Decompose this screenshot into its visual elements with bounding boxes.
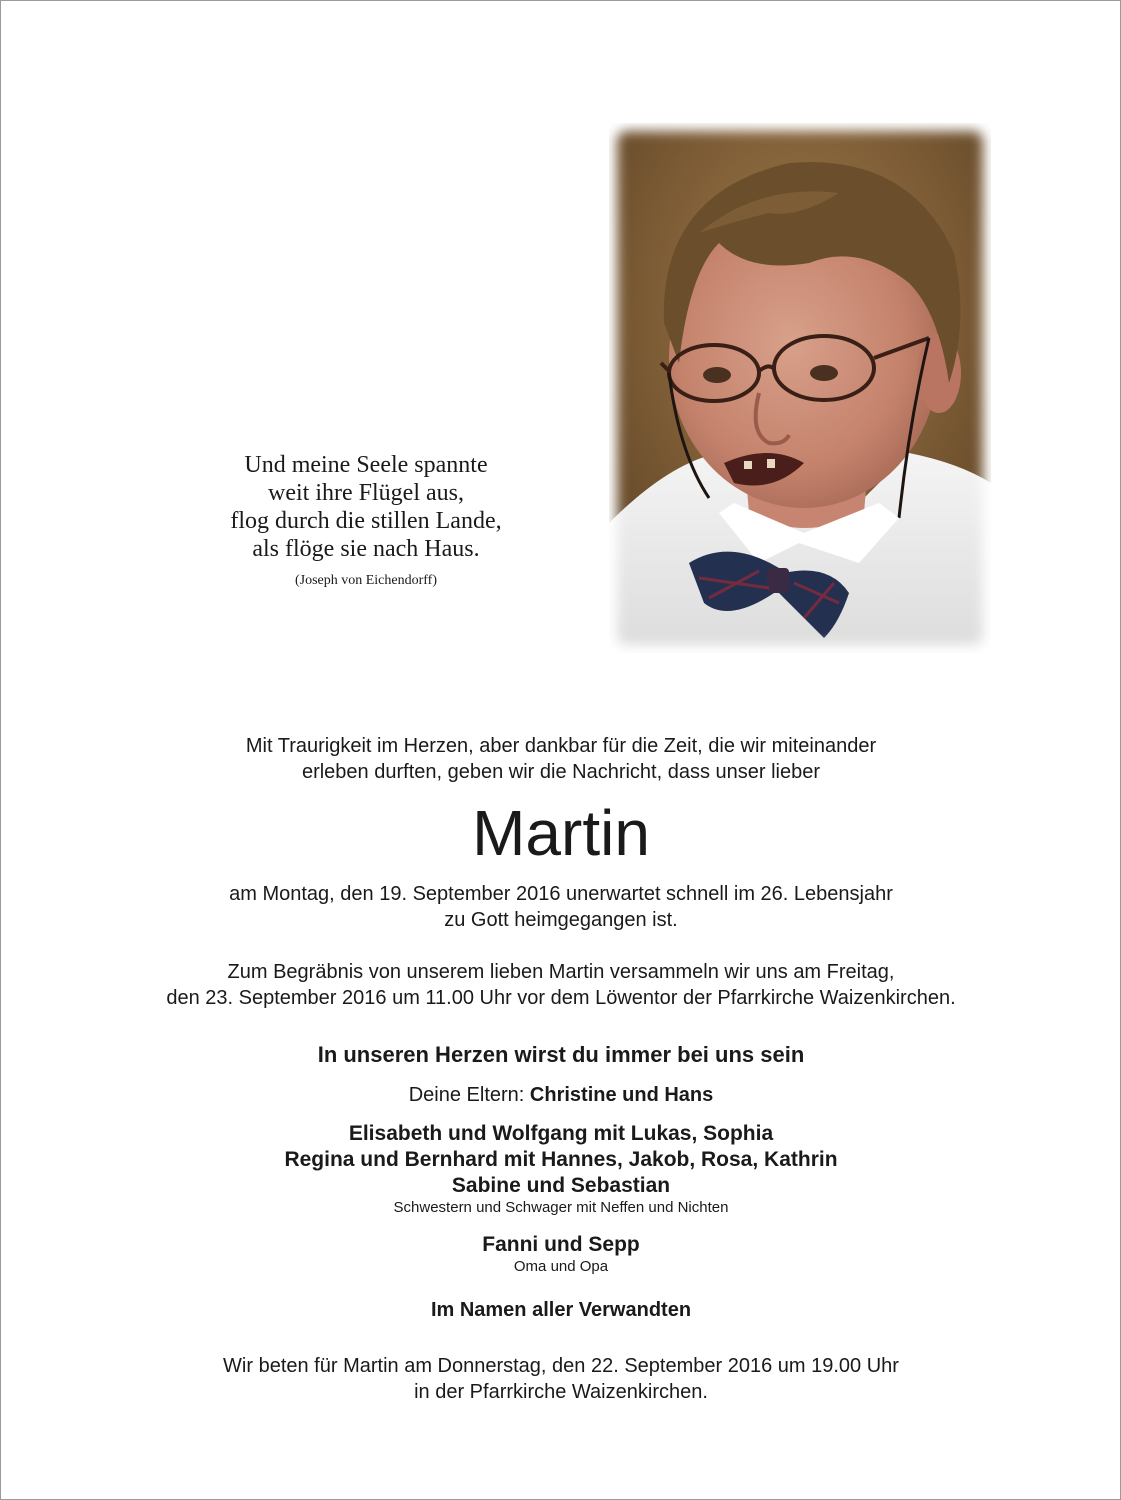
- motto: In unseren Herzen wirst du immer bei uns sein: [317, 1042, 805, 1067]
- deceased-name: Martin: [472, 797, 650, 869]
- death-line-2: zu Gott heimgegangen ist.: [444, 909, 678, 931]
- portrait-photo: [609, 123, 991, 653]
- prayer-line-2: in der Pfarrkirche Waizenkirchen.: [414, 1381, 708, 1403]
- intro-text: [61, 733, 1061, 785]
- siblings-line-2: Regina und Bernhard mit Hannes, Jakob, Rosa, Kathrin: [284, 1148, 838, 1171]
- poem-line-4: als flöge sie nach Haus.: [252, 536, 480, 562]
- poem-line-2: weit ihre Flügel aus,: [268, 480, 464, 506]
- grandparents-names: Fanni und Sepp: [482, 1233, 640, 1256]
- parents-names: Christine und Hans: [529, 1084, 714, 1106]
- funeral-notice: [61, 959, 1061, 1011]
- grandparents-caption: Oma und Opa: [513, 1258, 609, 1275]
- poem-block: [166, 451, 566, 590]
- death-notice: [61, 881, 1061, 933]
- death-line-1: am Montag, den 19. September 2016 unerwartet schnell im 26. Lebensjahr: [229, 883, 893, 905]
- intro-line-2: erleben durften, geben wir die Nachricht, dass unser lieber: [301, 761, 821, 783]
- siblings-line-1: Elisabeth und Wolfgang mit Lukas, Sophia: [348, 1122, 774, 1145]
- funeral-line-1: Zum Begräbnis von unserem lieben Martin versammeln wir uns am Freitag,: [227, 961, 895, 983]
- parents-line: [61, 1082, 1061, 1108]
- siblings-line-3: Sabine und Sebastian: [451, 1174, 671, 1197]
- parents-label: Deine Eltern:: [408, 1084, 530, 1106]
- prayer-notice: [61, 1353, 1061, 1405]
- intro-line-1: Mit Traurigkeit im Herzen, aber dankbar für die Zeit, die wir miteinander: [245, 735, 877, 757]
- siblings-caption: Schwestern und Schwager mit Neffen und Nichten: [393, 1199, 729, 1216]
- funeral-line-2: den 23. September 2016 um 11.00 Uhr vor dem Löwentor der Pfarrkirche Waizenkirchen.: [166, 987, 956, 1009]
- prayer-line-1: Wir beten für Martin am Donnerstag, den 22. September 2016 um 19.00 Uhr: [223, 1355, 899, 1377]
- siblings-block: [61, 1121, 1061, 1199]
- poem-line-3: flog durch die stillen Lande,: [230, 508, 502, 534]
- relatives-line: Im Namen aller Verwandten: [430, 1299, 692, 1321]
- poem-line-1: Und meine Seele spannte: [244, 452, 488, 478]
- poem-author: (Joseph von Eichendorff): [294, 573, 438, 588]
